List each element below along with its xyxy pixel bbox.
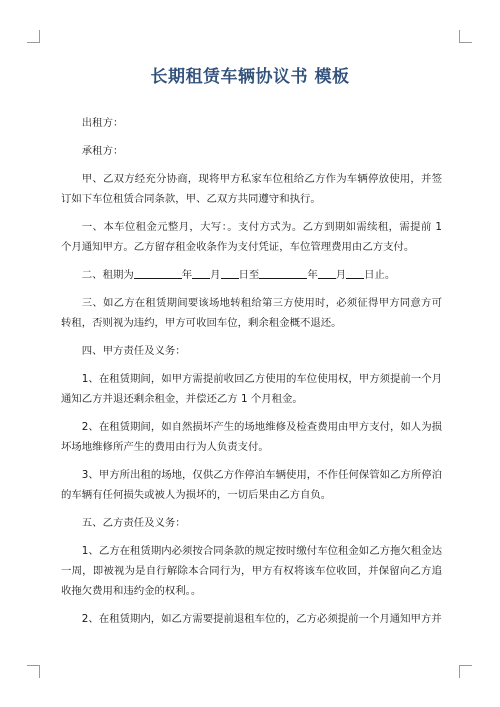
clause-2-prefix: 二、租期为 (81, 269, 134, 281)
blank-month-start (192, 268, 210, 279)
lessor-line: 出租方： (81, 117, 124, 129)
clause-4-item-2: 2、在租赁期间，如自然损坏产生的场地维修及检查费用由甲方支付，如人为损坏场地维修所产生的费用由行为人负责支付。 (61, 421, 442, 453)
clause-5-heading: 五、乙方责任及义务： (81, 517, 186, 529)
clause-2-year1: 年 (181, 269, 193, 281)
clause-4-item-1: 1、在租赁期间，如甲方需提前收回乙方使用的车位使用权，甲方须提前一个月通知乙方并退还剩余租金，并偿还乙方 1 个月租金。 (61, 373, 442, 405)
clause-2 (61, 265, 442, 285)
blank-year-end (259, 268, 307, 279)
clause-5-item-1: 1、乙方在租赁期内必须按合同条款的规定按时缴付车位租金如乙方拖欠租金达一周，即被视为是自行解除本合同行为，甲方有权将该车位收回，并保留向乙方追收拖欠费用和违约金的权利。。 (61, 545, 442, 597)
blank-day-start (221, 268, 239, 279)
crop-mark-bottom-left (27, 665, 40, 678)
clause-2-month1: 月 (210, 269, 221, 281)
clause-2-month2: 月 (335, 269, 347, 281)
clause-1: 一、本车位租金元整月，大写：。支付方式为。乙方到期如需续租，需提前 1 个月通知甲方。乙方留存租金收条作为支付凭证，车位管理费用由乙方支付。 (61, 221, 442, 253)
crop-mark-top-right (459, 30, 472, 43)
intro-paragraph: 甲、乙双方经充分协商，现将甲方私家车位租给乙方作为车辆停放使用，并签订如下车位租赁合同条款，甲、乙双方共同遵守和执行。 (61, 173, 442, 205)
clause-4-item-3: 3、甲方所出租的场地，仅供乙方作停泊车辆使用，不作任何保管如乙方所停泊的车辆有任何损失或被人为损坏的，一切后果由乙方自负。 (61, 469, 442, 501)
clause-2-day1: 日至 (238, 269, 260, 281)
document-body (61, 113, 442, 637)
crop-mark-bottom-right (459, 665, 472, 678)
blank-day-end (346, 268, 364, 279)
clause-5-item-2: 2、在租赁期内，如乙方需要提前退租车位的，乙方必须提前一个月通知甲方并 (81, 613, 442, 625)
clause-4-heading: 四、甲方责任及义务： (81, 345, 186, 357)
clause-3: 三、如乙方在租赁期间要该场地转租给第三方使用时，必须征得甲方同意方可转租，否则视为违约，甲方可收回车位，剩余租金概不退还。 (61, 297, 442, 329)
blank-month-end (318, 268, 336, 279)
crop-mark-top-left (27, 30, 40, 43)
document-title: 长期租赁车辆协议书 模板 (150, 67, 350, 87)
clause-2-day2: 日止。 (364, 269, 396, 281)
clause-2-year2: 年 (307, 269, 318, 281)
lessee-line: 承租方： (81, 145, 124, 157)
blank-year-start (134, 268, 182, 279)
